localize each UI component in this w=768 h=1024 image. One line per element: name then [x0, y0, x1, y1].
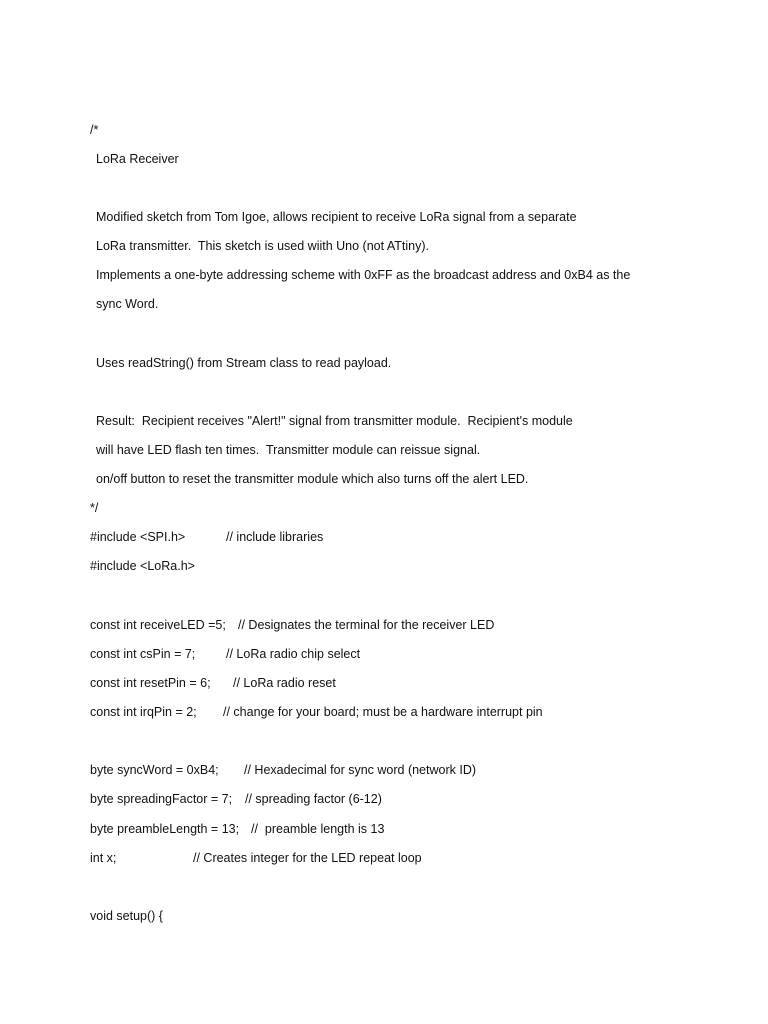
desc-line: Uses readString() from Stream class to read payload. — [96, 356, 392, 370]
desc-line: LoRa transmitter. This sketch is used wiith Uno (not ATtiny). — [96, 239, 430, 253]
code-line: const int irqPin = 2; — [90, 705, 197, 719]
code-comment: // spreading factor (6-12) — [245, 792, 382, 806]
code-line: void setup() { — [90, 909, 163, 923]
code-comment: // Creates integer for the LED repeat loop — [193, 851, 422, 865]
code-comment: // LoRa radio chip select — [226, 647, 361, 661]
code-line: const int csPin = 7; — [90, 647, 196, 661]
code-line: const int resetPin = 6; — [90, 676, 211, 690]
code-comment: // Designates the terminal for the receiver LED — [238, 618, 495, 632]
comment-open: /* — [90, 123, 99, 137]
doc-title-line: LoRa Receiver — [96, 152, 179, 166]
code-comment: // preamble length is 13 — [251, 822, 385, 836]
code-line: #include <SPI.h> — [90, 530, 186, 544]
result-line: will have LED flash ten times. Transmitter module can reissue signal. — [96, 443, 481, 457]
code-line: byte preambleLength = 13; — [90, 822, 240, 836]
desc-line: sync Word. — [96, 297, 159, 311]
desc-line: Implements a one-byte addressing scheme with 0xFF as the broadcast address and 0xB4 as the — [96, 268, 631, 282]
desc-line: Modified sketch from Tom Igoe, allows recipient to receive LoRa signal from a separate — [96, 210, 577, 224]
comment-close: */ — [90, 501, 99, 515]
code-line: byte syncWord = 0xB4; — [90, 763, 219, 777]
code-line: int x; — [90, 851, 117, 865]
code-comment: // include libraries — [226, 530, 324, 544]
code-line: #include <LoRa.h> — [90, 559, 195, 573]
result-line: Result: Recipient receives "Alert!" signal from transmitter module. Recipient's module — [96, 414, 573, 428]
code-line: const int receiveLED =5; — [90, 618, 226, 632]
code-comment: // LoRa radio reset — [233, 676, 336, 690]
code-comment: // Hexadecimal for sync word (network ID) — [244, 763, 477, 777]
code-line: byte spreadingFactor = 7; — [90, 792, 233, 806]
code-comment: // change for your board; must be a hardware interrupt pin — [223, 705, 543, 719]
result-line: on/off button to reset the transmitter module which also turns off the alert LED. — [96, 472, 529, 486]
